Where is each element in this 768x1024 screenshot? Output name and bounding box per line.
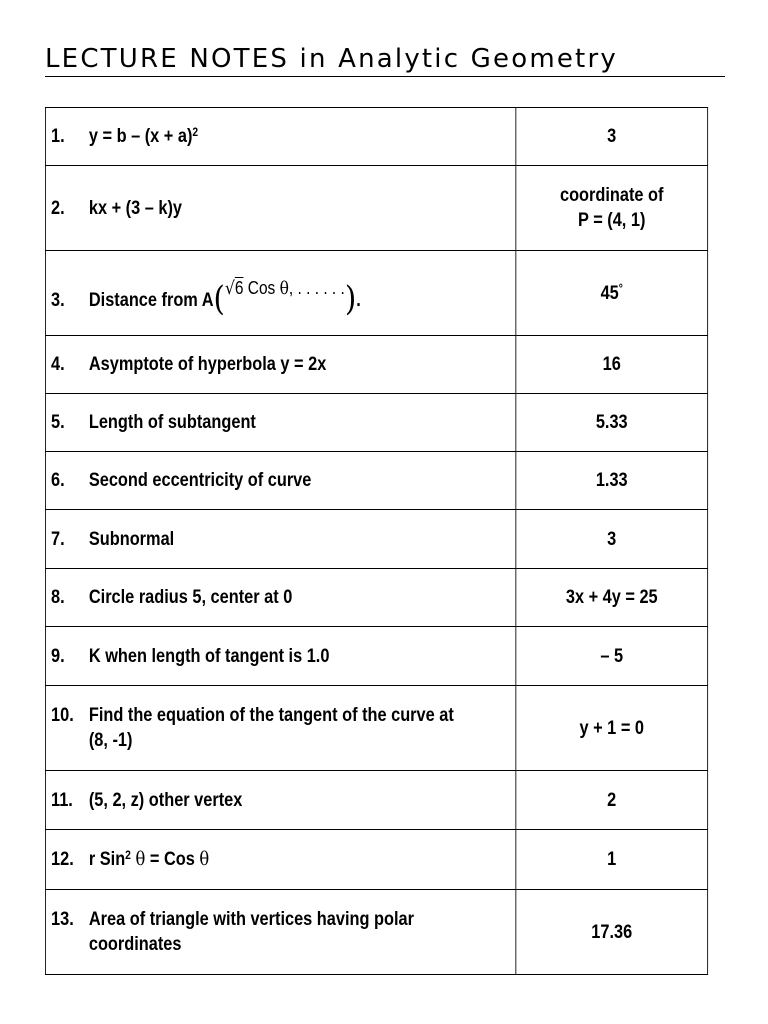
- table-row: [45, 251, 707, 336]
- table-row: [45, 394, 707, 452]
- theta-symbol: θ: [199, 848, 210, 870]
- answer-cell: [516, 166, 708, 251]
- item-number: 13.: [51, 909, 74, 930]
- question-text: kx + (3 – k)y: [88, 197, 182, 219]
- answer-cell: 3: [516, 510, 708, 569]
- question-cell: [45, 108, 515, 166]
- table-row: [45, 686, 707, 771]
- item-number: 8.: [51, 587, 65, 608]
- theta-symbol: θ: [135, 848, 146, 870]
- sqrt-argument: 6: [234, 277, 244, 298]
- question-cell: [45, 686, 515, 771]
- item-number: 6.: [51, 470, 65, 491]
- question-prefix: Distance from A: [88, 289, 214, 311]
- exponent: 2: [192, 125, 199, 139]
- question-text: Second eccentricity of curve: [88, 470, 312, 491]
- question-cell: [45, 771, 515, 830]
- table-row: [45, 166, 707, 251]
- answer-cell: 17.36: [516, 890, 708, 975]
- question-text: [89, 703, 510, 753]
- question-line: (8, -1): [88, 730, 133, 751]
- table-row: [45, 510, 707, 569]
- ellipsis: , . . . . . .: [288, 277, 345, 298]
- table-row: [45, 771, 707, 830]
- question-text: Length of subtangent: [88, 412, 256, 433]
- question-line: Find the equation of the tangent of the curve at: [88, 705, 454, 726]
- question-cell: [45, 251, 515, 336]
- question-text: [89, 847, 510, 872]
- item-number: 12.: [51, 849, 74, 870]
- sqrt-sign: √: [224, 277, 235, 299]
- answer-value: 45: [600, 282, 619, 304]
- answer-cell: y + 1 = 0: [516, 686, 708, 771]
- question-expression: r Sin: [88, 849, 126, 870]
- item-number: 4.: [51, 354, 65, 375]
- answer-cell: – 5: [516, 627, 708, 686]
- question-cell: [45, 336, 515, 394]
- table-row: [45, 452, 707, 510]
- answer-cell: 16: [516, 336, 708, 394]
- exponent: 2: [125, 848, 131, 862]
- table-row: [45, 890, 707, 975]
- title-underline: [45, 76, 725, 77]
- answer-cell: 2: [516, 771, 708, 830]
- question-cell: [45, 166, 515, 251]
- answer-cell: 1.33: [516, 452, 708, 510]
- open-paren: (: [213, 278, 225, 319]
- question-cell: [45, 627, 515, 686]
- period: .: [356, 289, 361, 311]
- answer-cell: 1: [516, 830, 708, 890]
- question-cell: [45, 569, 515, 627]
- answer-cell: 3: [516, 108, 708, 166]
- question-text: [89, 907, 510, 957]
- question-text: (5, 2, z) other vertex: [88, 789, 243, 811]
- item-number: 7.: [51, 528, 65, 550]
- theta-symbol: θ: [279, 277, 289, 299]
- item-number: 5.: [51, 412, 65, 433]
- question-text: [88, 277, 510, 319]
- notes-table: [45, 107, 708, 975]
- polar-expression: [225, 278, 345, 298]
- item-number: 3.: [51, 289, 65, 311]
- question-text: K when length of tangent is 1.0: [88, 645, 330, 667]
- question-text: Circle radius 5, center at 0: [88, 587, 293, 608]
- answer-line: coordinate of: [559, 185, 664, 206]
- table-row: [45, 336, 707, 394]
- table-row: [45, 830, 707, 890]
- item-number: 1.: [51, 126, 65, 147]
- item-number: 2.: [51, 197, 65, 219]
- table-row: [45, 108, 707, 166]
- answer-cell: 5.33: [516, 394, 708, 452]
- answer-cell: [516, 251, 708, 336]
- page-title: LECTURE NOTES in Analytic Geometry: [45, 44, 618, 74]
- degree-symbol: °: [618, 280, 623, 295]
- question-line: Area of triangle with vertices having polar: [88, 909, 414, 930]
- question-expression-mid: = Cos: [145, 849, 200, 870]
- item-number: 9.: [51, 645, 65, 667]
- cos-label: Cos: [243, 277, 280, 298]
- question-cell: [45, 890, 515, 975]
- question-cell: [45, 830, 515, 890]
- item-number: 11.: [51, 789, 73, 811]
- question-text: Asymptote of hyperbola y = 2x: [88, 354, 327, 375]
- table-row: [45, 627, 707, 686]
- item-number: 10.: [51, 705, 74, 726]
- close-paren: ): [344, 278, 357, 319]
- question-cell: [45, 510, 515, 569]
- question-text: [89, 124, 510, 149]
- answer-line: P = (4, 1): [578, 210, 646, 231]
- question-text: Subnormal: [88, 528, 175, 550]
- question-line: coordinates: [88, 934, 182, 955]
- question-cell: [45, 394, 515, 452]
- table-row: [45, 569, 707, 627]
- question-expression: y = b – (x + a): [88, 126, 193, 147]
- question-cell: [45, 452, 515, 510]
- answer-cell: 3x + 4y = 25: [516, 569, 708, 627]
